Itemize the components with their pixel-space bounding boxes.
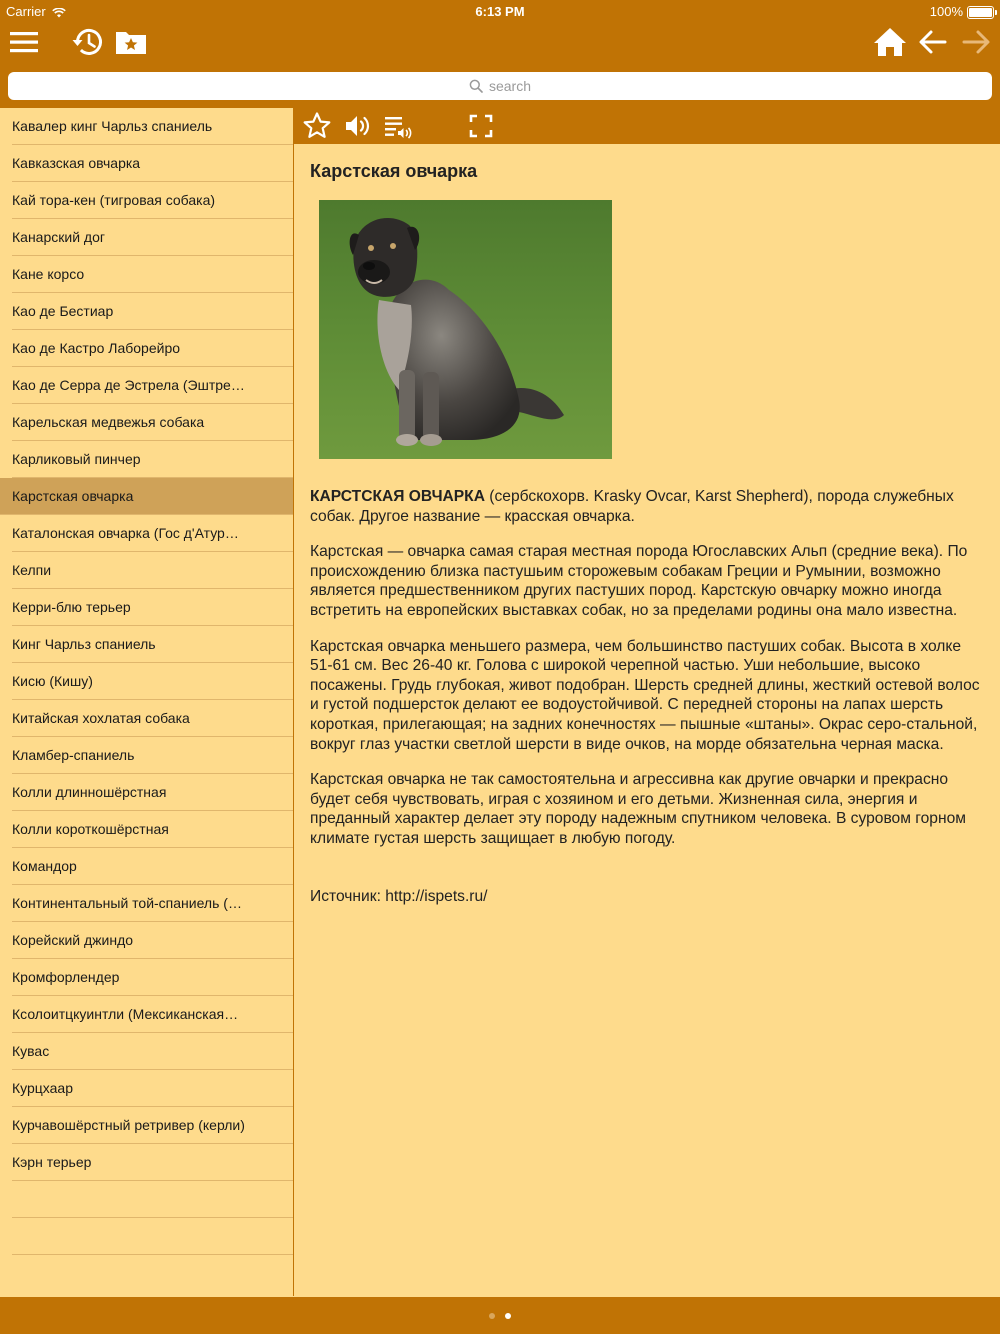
playlist-audio-icon[interactable] [383,111,413,141]
list-item [0,1218,293,1255]
search-placeholder-wrap [8,72,992,100]
article-content [310,144,985,1284]
list-item[interactable]: Кавалер кинг Чарльз спаниель [0,108,293,145]
carrier-label: Carrier [6,4,46,19]
article-paragraph-4: Карстская овчарка не так самостоятельна и агрессивна как другие овчарки и прекрасно будет себя чувствовать, играя с хозяином и его детьми. Жизненная сила, энергия и преданный характер делает эту породу надежным спутником человека. В суровом горном климате густая шерсть защищает в любую погоду. [310,771,966,847]
list-item[interactable]: Кавказская овчарка [0,145,293,182]
list-item[interactable]: Ксолоитцкуинтли (Мексиканская… [0,996,293,1033]
list-item[interactable]: Континентальный той-спаниель (… [0,885,293,922]
back-arrow-icon[interactable] [915,24,951,60]
article-toolbar [294,108,1000,144]
list-item[interactable]: Кэрн терьер [0,1144,293,1181]
article-lead-term: КАРСТСКАЯ ОВЧАРКА [310,488,485,505]
list-item[interactable]: Карстская овчарка [0,478,293,515]
article-paragraph-1 [310,487,985,526]
forward-arrow-icon[interactable] [958,24,994,60]
list-item [0,1181,293,1218]
breed-list[interactable] [0,108,294,1296]
list-item[interactable]: Каталонская овчарка (Гос д'Атур… [0,515,293,552]
list-item[interactable]: Кисю (Кишу) [0,663,293,700]
status-time: 6:13 PM [475,4,525,19]
list-item[interactable]: Кромфорлендер [0,959,293,996]
list-item[interactable]: Кане корсо [0,256,293,293]
fullscreen-icon[interactable] [466,111,496,141]
list-item[interactable]: Колли короткошёрстная [0,811,293,848]
speaker-icon[interactable] [343,111,373,141]
battery-icon [967,6,994,19]
search-icon [469,79,483,93]
list-item[interactable]: Келпи [0,552,293,589]
battery-label: 100% [929,4,963,19]
status-battery [930,4,994,19]
navigation-bar [0,0,1000,108]
article-paragraph-3: Карстская овчарка меньшего размера, чем большинство пастуших собак. Высота в холке 51-61 см. Вес 26-40 кг. Голова с широкой черепной частью. Уши небольшие, высоко посажены. Грудь глубокая, живот подобран. Шерсть средней длины, жесткий остевой волос и густой подшерсток делают ее водоустойчивой. С передней стороны на лапах шерсть короткая, прилегающая; на задних конечностях — пышные «штаны». Окрас серо-стальной, вокруг глаз участки светлой шерсти в виде очков, на морде обязательна черная маска. [310,637,980,753]
article-source: Источник: http://ispets.ru/ [310,887,488,905]
list-item[interactable]: Као де Кастро Лаборейро [0,330,293,367]
list-item[interactable]: Колли длинношёрстная [0,774,293,811]
list-item[interactable]: Командор [0,848,293,885]
list-item[interactable]: Канарский дог [0,219,293,256]
list-item[interactable]: Кай тора-кен (тигровая собака) [0,182,293,219]
home-icon[interactable] [872,24,908,60]
search-placeholder: search [488,78,532,94]
list-item[interactable]: Као де Бестиар [0,293,293,330]
list-item[interactable]: Курцхаар [0,1070,293,1107]
list-item[interactable]: Курчавошёрстный ретривер (керли) [0,1107,293,1144]
list-item[interactable]: Као де Серра де Эстрела (Эштре… [0,367,293,404]
article-paragraph-2: Карстская — овчарка самая старая местная порода Югославских Альп (средние века). По происхождению близка пастушьим сторожевым собакам Греции и Румынии, возможно является предшественником других пастуших пород. Карстскую овчарку можно иногда встретить на европейских выставках собак, но за пределами родины она мало известна. [310,543,968,619]
search-input[interactable] [8,72,992,100]
list-item[interactable]: Керри-блю терьер [0,589,293,626]
list-item[interactable]: Китайская хохлатая собака [0,700,293,737]
page-dot[interactable] [505,1313,511,1319]
list-item[interactable]: Кувас [0,1033,293,1070]
list-item[interactable]: Корейский джиндо [0,922,293,959]
list-item[interactable]: Карельская медвежья собака [0,404,293,441]
bottom-bar [0,1297,1000,1334]
article-title: Карстская овчарка [310,161,478,181]
menu-icon[interactable] [6,24,42,60]
list-item[interactable]: Карликовый пинчер [0,441,293,478]
list-item[interactable]: Кинг Чарльз спаниель [0,626,293,663]
article-lead-rest: (сербскохорв. Krasky Ovcar, Karst Shepherd), порода служебных собак. Другое название — красская овчарка. [310,488,954,525]
dog-photo [319,200,612,459]
bookmarks-folder-icon[interactable] [113,24,149,60]
history-icon[interactable] [70,24,106,60]
page-dot[interactable] [489,1313,495,1319]
star-icon[interactable] [302,111,332,141]
list-item[interactable]: Кламбер-спаниель [0,737,293,774]
